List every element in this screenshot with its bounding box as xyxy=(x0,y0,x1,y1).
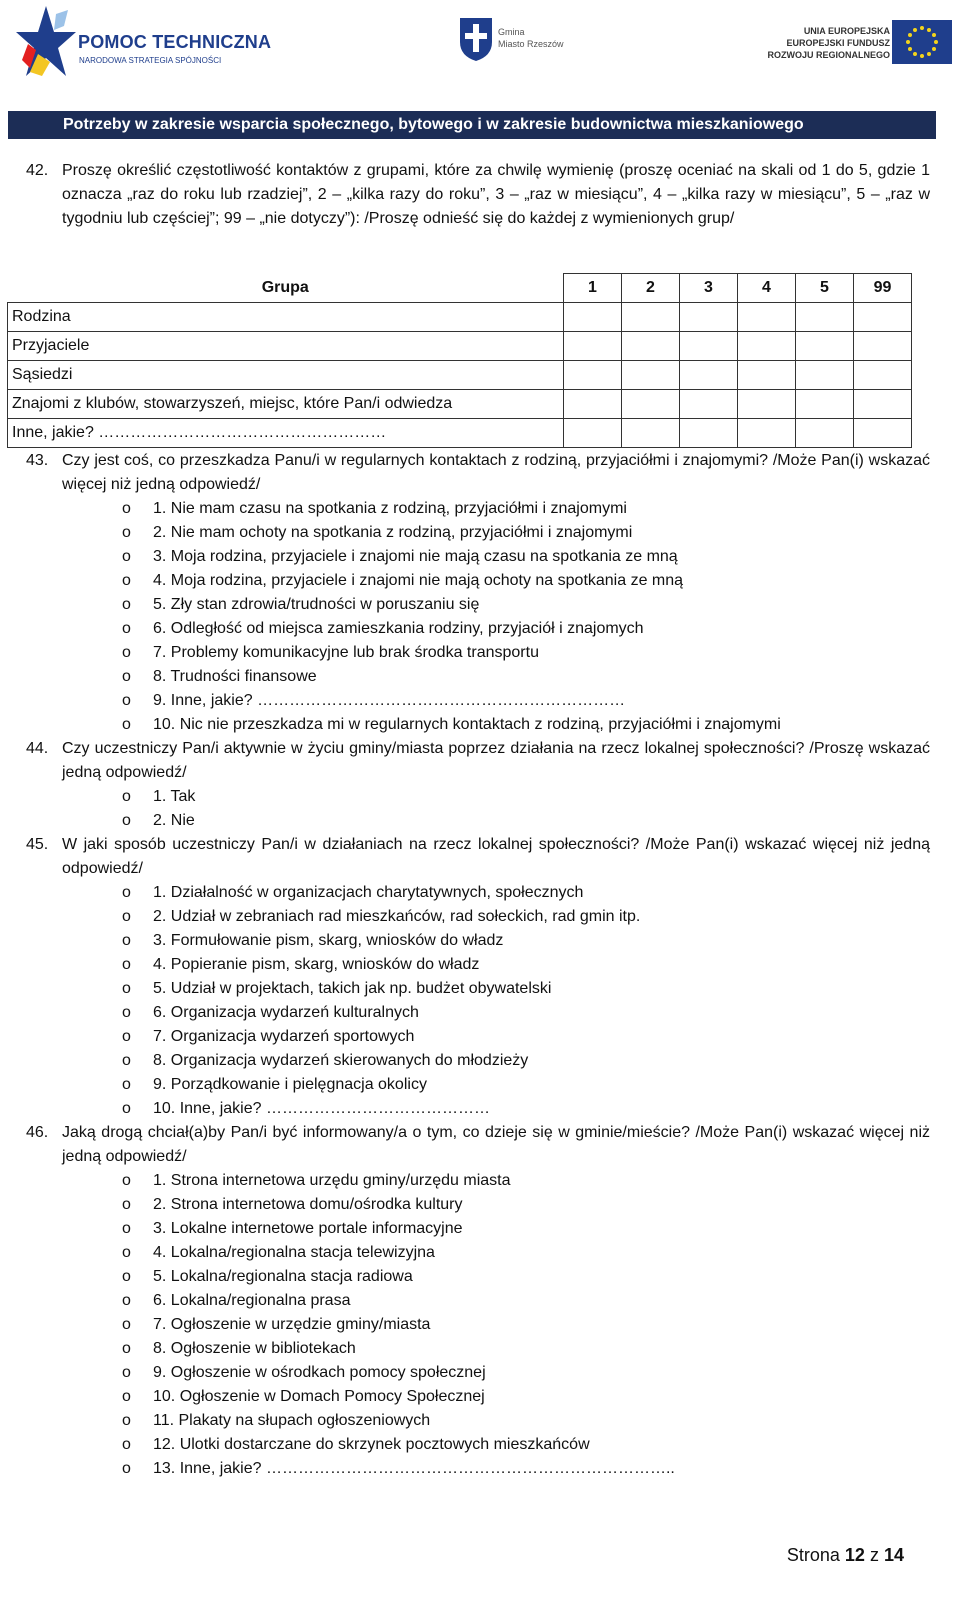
question-text: Czy jest coś, co przeszkadza Panu/i w regularnych kontaktach z rodziną, przyjaciółmi i znajomymi? /Może Pan(i) wskazać więcej niż jedną odpowiedź/ xyxy=(62,452,930,493)
bullet: o xyxy=(122,1028,131,1045)
question-text: Jaką drogą chciał(a)by Pan/i być informowany/a o tym, co dzieje się w gminie/mieście? /Może Pan(i) wskazać więcej niż jedną odpowiedź/ xyxy=(62,1124,930,1165)
answer-option[interactable] xyxy=(122,713,942,737)
bullet: o xyxy=(122,548,131,565)
bullet: o xyxy=(122,884,131,901)
question-number: 42. xyxy=(26,162,49,179)
answer-option[interactable] xyxy=(122,1265,942,1289)
answer-cell[interactable] xyxy=(564,390,622,419)
header-logos xyxy=(0,0,960,100)
bullet: o xyxy=(122,500,131,517)
answer-cell[interactable] xyxy=(564,303,622,332)
page-separator: z xyxy=(869,1545,879,1565)
answer-cell[interactable] xyxy=(622,419,680,448)
options-46 xyxy=(122,1169,942,1481)
table-row xyxy=(8,419,912,448)
header-cell: 3 xyxy=(680,274,738,303)
answer-cell[interactable] xyxy=(854,361,912,390)
gmina-line2: Miasto Rzeszów xyxy=(498,39,564,49)
option-label: 2. Udział w zebraniach rad mieszkańców, rad sołeckich, rad gmin itp. xyxy=(153,908,641,925)
header-cell: 4 xyxy=(738,274,796,303)
answer-cell[interactable] xyxy=(738,390,796,419)
logo-eu xyxy=(752,20,952,76)
bullet: o xyxy=(122,1052,131,1069)
option-label: 2. Nie xyxy=(153,812,195,829)
option-label: 8. Ogłoszenie w bibliotekach xyxy=(153,1340,356,1357)
eu-line2: EUROPEJSKI FUNDUSZ xyxy=(786,38,890,48)
option-label: 7. Problemy komunikacyjne lub brak środka transportu xyxy=(153,644,539,661)
answer-option[interactable] xyxy=(122,881,942,905)
answer-option[interactable] xyxy=(122,689,942,713)
group-name: Sąsiedzi xyxy=(8,361,564,390)
answer-option[interactable] xyxy=(122,521,942,545)
bullet: o xyxy=(122,1460,131,1477)
option-label: 9. Inne, jakie? …………………………………………………………… xyxy=(153,692,626,709)
answer-cell[interactable] xyxy=(738,419,796,448)
question-number: 44. xyxy=(26,740,49,757)
bullet: o xyxy=(122,1100,131,1117)
table-header-row xyxy=(8,274,912,303)
bullet: o xyxy=(122,644,131,661)
answer-option[interactable] xyxy=(122,953,942,977)
option-label: 9. Ogłoszenie w ośrodkach pomocy społecznej xyxy=(153,1364,486,1381)
bullet: o xyxy=(122,1388,131,1405)
bullet: o xyxy=(122,596,131,613)
answer-cell[interactable] xyxy=(796,361,854,390)
table-row xyxy=(8,332,912,361)
bullet: o xyxy=(122,692,131,709)
answer-cell[interactable] xyxy=(680,303,738,332)
group-name: Inne, jakie? ……………………………………………… xyxy=(8,419,564,448)
bullet: o xyxy=(122,1196,131,1213)
answer-option[interactable] xyxy=(122,1241,942,1265)
answer-option[interactable] xyxy=(122,1361,942,1385)
answer-cell[interactable] xyxy=(622,361,680,390)
bullet: o xyxy=(122,716,131,733)
option-label: 1. Strona internetowa urzędu gminy/urzędu miasta xyxy=(153,1172,511,1189)
answer-option[interactable] xyxy=(122,617,942,641)
question-46 xyxy=(26,1121,930,1169)
option-label: 12. Ulotki dostarczane do skrzynek pocztowych mieszkańców xyxy=(153,1436,590,1453)
gmina-line1: Gmina xyxy=(498,27,525,37)
answer-option[interactable] xyxy=(122,665,942,689)
answer-option[interactable] xyxy=(122,1193,942,1217)
question-45 xyxy=(26,833,930,881)
bullet: o xyxy=(122,1436,131,1453)
option-label: 8. Organizacja wydarzeń skierowanych do młodzieży xyxy=(153,1052,529,1069)
bullet: o xyxy=(122,956,131,973)
answer-option[interactable] xyxy=(122,1385,942,1409)
answer-option[interactable] xyxy=(122,1025,942,1049)
answer-option[interactable] xyxy=(122,593,942,617)
header-cell: 1 xyxy=(564,274,622,303)
answer-cell[interactable] xyxy=(564,361,622,390)
star-logo-icon xyxy=(16,6,76,78)
bullet: o xyxy=(122,620,131,637)
answer-cell[interactable] xyxy=(564,332,622,361)
eu-flag-icon xyxy=(892,20,952,64)
answer-option[interactable] xyxy=(122,545,942,569)
bullet: o xyxy=(122,572,131,589)
bullet: o xyxy=(122,788,131,805)
total-pages: 14 xyxy=(883,1545,904,1565)
option-label: 8. Trudności finansowe xyxy=(153,668,317,685)
bullet: o xyxy=(122,1292,131,1309)
answer-cell[interactable] xyxy=(738,303,796,332)
bullet: o xyxy=(122,1268,131,1285)
bullet: o xyxy=(122,1220,131,1237)
answer-option[interactable] xyxy=(122,1049,942,1073)
answer-option[interactable] xyxy=(122,929,942,953)
option-label: 5. Lokalna/regionalna stacja radiowa xyxy=(153,1268,413,1285)
option-label: 2. Strona internetowa domu/ośrodka kultury xyxy=(153,1196,463,1213)
bullet: o xyxy=(122,908,131,925)
option-label: 5. Zły stan zdrowia/trudności w poruszaniu się xyxy=(153,596,480,613)
bullet: o xyxy=(122,812,131,829)
answer-cell[interactable] xyxy=(622,390,680,419)
answer-option[interactable] xyxy=(122,1217,942,1241)
bullet: o xyxy=(122,524,131,541)
option-label: 13. Inne, jakie? ………………………………………………………………….. xyxy=(153,1460,675,1477)
coat-of-arms-icon xyxy=(458,16,494,62)
option-label: 10. Nic nie przeszkadza mi w regularnych kontaktach z rodziną, przyjaciółmi i znajomymi xyxy=(153,716,781,733)
question-43 xyxy=(26,449,930,497)
eu-line1: UNIA EUROPEJSKA xyxy=(803,26,890,36)
table-row xyxy=(8,361,912,390)
question-text: Czy uczestniczy Pan/i aktywnie w życiu gminy/miasta poprzez działania na rzecz lokalnej społeczności? /Proszę wskazać jedną odpowiedź/ xyxy=(62,740,930,781)
answer-cell[interactable] xyxy=(738,332,796,361)
logo-pomoc-techniczna xyxy=(16,6,286,80)
answer-cell[interactable] xyxy=(854,303,912,332)
question-42 xyxy=(26,159,930,231)
answer-option[interactable] xyxy=(122,1289,942,1313)
header-cell: 2 xyxy=(622,274,680,303)
bullet: o xyxy=(122,668,131,685)
answer-option[interactable] xyxy=(122,1073,942,1097)
eu-line3: ROZWOJU REGIONALNEGO xyxy=(767,50,890,60)
option-label: 4. Moja rodzina, przyjaciele i znajomi nie mają ochoty na spotkania ze mną xyxy=(153,572,684,589)
option-label: 9. Porządkowanie i pielęgnacja okolicy xyxy=(153,1076,427,1093)
answer-cell[interactable] xyxy=(738,361,796,390)
option-label: 10. Ogłoszenie w Domach Pomocy Społecznej xyxy=(153,1388,485,1405)
answer-option[interactable] xyxy=(122,785,942,809)
option-label: 3. Lokalne internetowe portale informacyjne xyxy=(153,1220,463,1237)
question-number: 43. xyxy=(26,452,49,469)
question-number: 46. xyxy=(26,1124,49,1141)
answer-option[interactable] xyxy=(122,1169,942,1193)
options-44 xyxy=(122,785,942,833)
answer-cell[interactable] xyxy=(622,303,680,332)
option-label: 2. Nie mam ochoty na spotkania z rodziną, przyjaciółmi i znajomymi xyxy=(153,524,633,541)
header-cell: 5 xyxy=(796,274,854,303)
option-label: 4. Popieranie pism, skarg, wniosków do władz xyxy=(153,956,480,973)
answer-cell[interactable] xyxy=(854,390,912,419)
answer-option[interactable] xyxy=(122,641,942,665)
answer-option[interactable] xyxy=(122,1433,942,1457)
answer-option[interactable] xyxy=(122,1097,942,1121)
answer-cell[interactable] xyxy=(680,332,738,361)
answer-option[interactable] xyxy=(122,1337,942,1361)
question-44 xyxy=(26,737,930,785)
group-name: Znajomi z klubów, stowarzyszeń, miejsc, które Pan/i odwiedza xyxy=(8,390,564,419)
group-name: Przyjaciele xyxy=(8,332,564,361)
bullet: o xyxy=(122,1316,131,1333)
answer-cell[interactable] xyxy=(680,419,738,448)
bullet: o xyxy=(122,1364,131,1381)
bullet: o xyxy=(122,1244,131,1261)
header-cell: Grupa xyxy=(8,274,564,303)
question-text: Proszę określić częstotliwość kontaktów z grupami, które za chwilę wymienię (proszę oceniać na skali od 1 do 5, gdzie 1 oznacza „raz do roku lub rzadziej”, 2 – „kilka razy do roku”, 3 – „raz w miesiącu”, 4 – „kilka razy w miesiącu”, 5 – „raz w tygodniu lub częściej”; 99 – „nie dotyczy”): /Proszę odnieść się do każdej z wymienionych grup/ xyxy=(62,162,930,227)
option-label: 6. Organizacja wydarzeń kulturalnych xyxy=(153,1004,419,1021)
table-row xyxy=(8,390,912,419)
logo-subtitle: NARODOWA STRATEGIA SPÓJNOŚCI xyxy=(79,56,222,65)
current-page: 12 xyxy=(844,1545,865,1565)
answer-option[interactable] xyxy=(122,1409,942,1433)
option-label: 3. Moja rodzina, przyjaciele i znajomi nie mają czasu na spotkania ze mną xyxy=(153,548,678,565)
answer-option[interactable] xyxy=(122,569,942,593)
option-label: 1. Nie mam czasu na spotkania z rodziną, przyjaciółmi i znajomymi xyxy=(153,500,627,517)
answer-cell[interactable] xyxy=(796,303,854,332)
option-label: 7. Organizacja wydarzeń sportowych xyxy=(153,1028,415,1045)
page-number xyxy=(787,1545,904,1566)
answer-cell[interactable] xyxy=(854,332,912,361)
option-label: 1. Działalność w organizacjach charytatywnych, społecznych xyxy=(153,884,584,901)
answer-cell[interactable] xyxy=(680,361,738,390)
header-cell: 99 xyxy=(854,274,912,303)
bullet: o xyxy=(122,1412,131,1429)
option-label: 11. Plakaty na słupach ogłoszeniowych xyxy=(153,1412,431,1429)
answer-cell[interactable] xyxy=(622,332,680,361)
frequency-table xyxy=(7,273,912,448)
bullet: o xyxy=(122,1004,131,1021)
bullet: o xyxy=(122,1172,131,1189)
answer-option[interactable] xyxy=(122,1457,942,1481)
logo-gmina xyxy=(458,16,588,70)
answer-cell[interactable] xyxy=(680,390,738,419)
answer-cell[interactable] xyxy=(796,419,854,448)
group-name: Rodzina xyxy=(8,303,564,332)
question-number: 45. xyxy=(26,836,49,853)
answer-cell[interactable] xyxy=(564,419,622,448)
option-label: 3. Formułowanie pism, skarg, wniosków do władz xyxy=(153,932,504,949)
option-label: 5. Udział w projektach, takich jak np. budżet obywatelski xyxy=(153,980,552,997)
answer-option[interactable] xyxy=(122,1001,942,1025)
answer-cell[interactable] xyxy=(796,390,854,419)
answer-cell[interactable] xyxy=(796,332,854,361)
option-label: 10. Inne, jakie? …………………………………… xyxy=(153,1100,490,1117)
logo-title: POMOC TECHNICZNA xyxy=(78,32,272,52)
answer-option[interactable] xyxy=(122,809,942,833)
bullet: o xyxy=(122,1076,131,1093)
answer-cell[interactable] xyxy=(854,419,912,448)
page-prefix: Strona xyxy=(786,1545,840,1565)
option-label: 6. Lokalna/regionalna prasa xyxy=(153,1292,351,1309)
answer-option[interactable] xyxy=(122,977,942,1001)
option-label: 6. Odległość od miejsca zamieszkania rodziny, przyjaciół i znajomych xyxy=(153,620,644,637)
section-banner: Potrzeby w zakresie wsparcia społecznego, bytowego i w zakresie budownictwa mieszkaniowego xyxy=(8,111,936,139)
options-45 xyxy=(122,881,942,1121)
answer-option[interactable] xyxy=(122,497,942,521)
answer-option[interactable] xyxy=(122,1313,942,1337)
bullet: o xyxy=(122,932,131,949)
option-label: 4. Lokalna/regionalna stacja telewizyjna xyxy=(153,1244,435,1261)
bullet: o xyxy=(122,980,131,997)
bullet: o xyxy=(122,1340,131,1357)
option-label: 7. Ogłoszenie w urzędzie gminy/miasta xyxy=(153,1316,431,1333)
question-text: W jaki sposób uczestniczy Pan/i w działaniach na rzecz lokalnej społeczności? /Może Pan(i) wskazać więcej niż jedną odpowiedź/ xyxy=(62,836,930,877)
option-label: 1. Tak xyxy=(153,788,196,805)
answer-option[interactable] xyxy=(122,905,942,929)
table-row xyxy=(8,303,912,332)
options-43 xyxy=(122,497,942,737)
